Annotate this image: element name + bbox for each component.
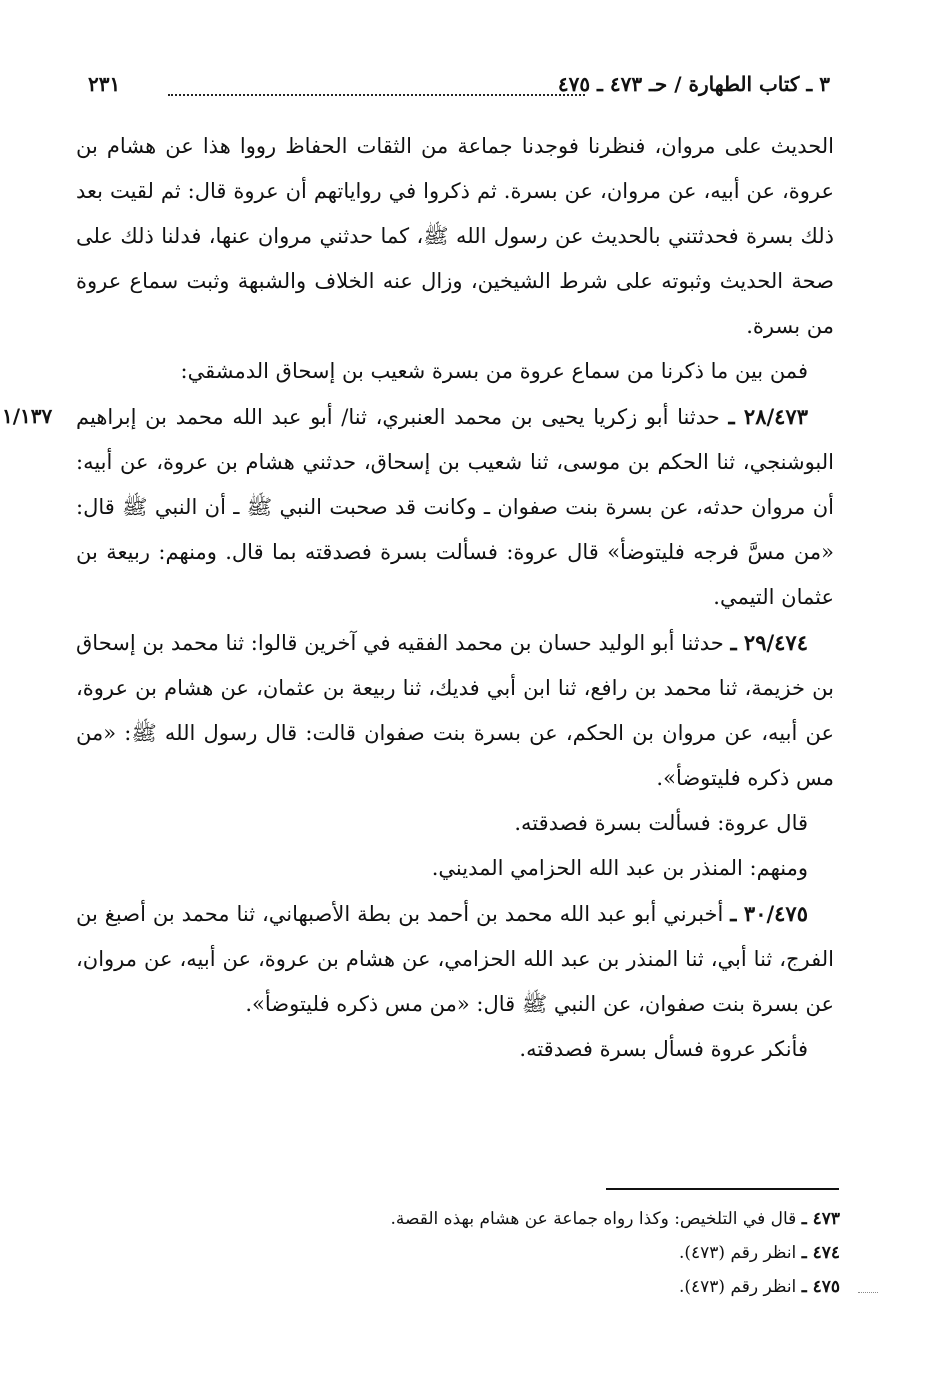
footnote-text: قال في التلخيص: وكذا رواه جماعة عن هشام بهذه القصة. [390,1209,797,1229]
paragraph: الحديث على مروان، فنظرنا فوجدنا جماعة من الثقات الحفاظ رووا هذا عن هشام بن عروة، عن أبيه، عن مروان، عن بسرة. ثم ذكروا في رواياتهم أن عروة قال: ثم لقيت بعد ذلك بسرة فحدثتني بالحديث عن رسول الله ﷺ، كما حدثني مروان عنها، فدلنا ذلك على صحة الحديث وثبوته على شرط الشيخين، وزال عنه الخلاف والشبهة وثبت سماع عروة من بسرة. [76,134,834,338]
paragraph: قال عروة: فسألت بسرة فصدقته. [514,811,808,835]
hadith-473 [76,394,834,620]
header-title: ٣ ـ كتاب الطهارة / حـ ٤٧٣ ـ ٤٧٥ [557,72,830,96]
hadith-text: حدثنا أبو الوليد حسان بن محمد الفقيه في آخرين قالوا: ثنا محمد بن إسحاق بن خزيمة، ثنا محمد بن رافع، ثنا ابن أبي فديك، ثنا ربيعة بن عثمان، عن هشام بن عروة، عن أبيه، عن مروان بن الحكم، عن بسرة بنت صفوان قالت: قال رسول الله ﷺ: «من مس ذكره فليتوضأ». [76,631,834,790]
hadith-number: ٢٨/٤٧٣ ـ [728,404,808,429]
footnote-text: انظر رقم (٤٧٣). [678,1277,797,1297]
footnote-number: ٤٧٤ ـ [801,1243,840,1263]
paragraph: فمن بين ما ذكرنا من سماع عروة من بسرة شعيب بن إسحاق الدمشقي: [180,359,808,383]
hadith-475 [76,891,834,1027]
hadith-number: ٢٩/٤٧٤ ـ [730,630,808,655]
hadith-text: أخبرني أبو عبد الله محمد بن أحمد بن بطة الأصبهاني، ثنا محمد بن أصبغ بن الفرج، ثنا أبي، ثنا المنذر بن عبد الله الحزامي، عن هشام بن عروة، عن أبيه، عن مروان، عن بسرة بنت صفوان، عن النبي ﷺ قال: «من مس ذكره فليتوضأ». [76,902,834,1016]
hadith-number: ٣٠/٤٧٥ ـ [730,901,808,926]
margin-reference: ١/١٣٧ [2,404,53,428]
scan-speck [858,1292,878,1293]
header-dot-leader [168,94,585,96]
footnote-text: انظر رقم (٤٧٣). [678,1243,797,1263]
footnote-number: ٤٧٣ ـ [801,1209,840,1229]
footnote-number: ٤٧٥ ـ [801,1277,840,1297]
running-header [88,72,830,106]
paragraph: ومنهم: المنذر بن عبد الله الحزامي المديني. [431,856,808,880]
page-number: ٢٣١ [88,72,121,96]
footnote-separator [606,1188,839,1190]
hadith-474 [76,620,834,801]
footnote [200,1272,840,1302]
hadith-text: حدثنا أبو زكريا يحيى بن محمد العنبري، ثنا/ أبو عبد الله محمد بن إبراهيم البوشنجي، ثنا الحكم بن موسى، ثنا شعيب بن إسحاق، حدثني هشام بن عروة، عن أبيه: أن مروان حدثه، عن بسرة بنت صفوان ـ وكانت قد صحبت النبي ﷺ ـ أن النبي ﷺ قال: «من مسَّ فرجه فليتوضأ» قال عروة: فسألت بسرة فصدقته بما قال. ومنهم: ربيعة بن عثمان التيمي. [76,405,834,609]
footnote [200,1238,840,1268]
paragraph: فأنكر عروة فسأل بسرة فصدقته. [519,1037,808,1061]
footnote [200,1204,840,1234]
main-text [76,124,834,1072]
